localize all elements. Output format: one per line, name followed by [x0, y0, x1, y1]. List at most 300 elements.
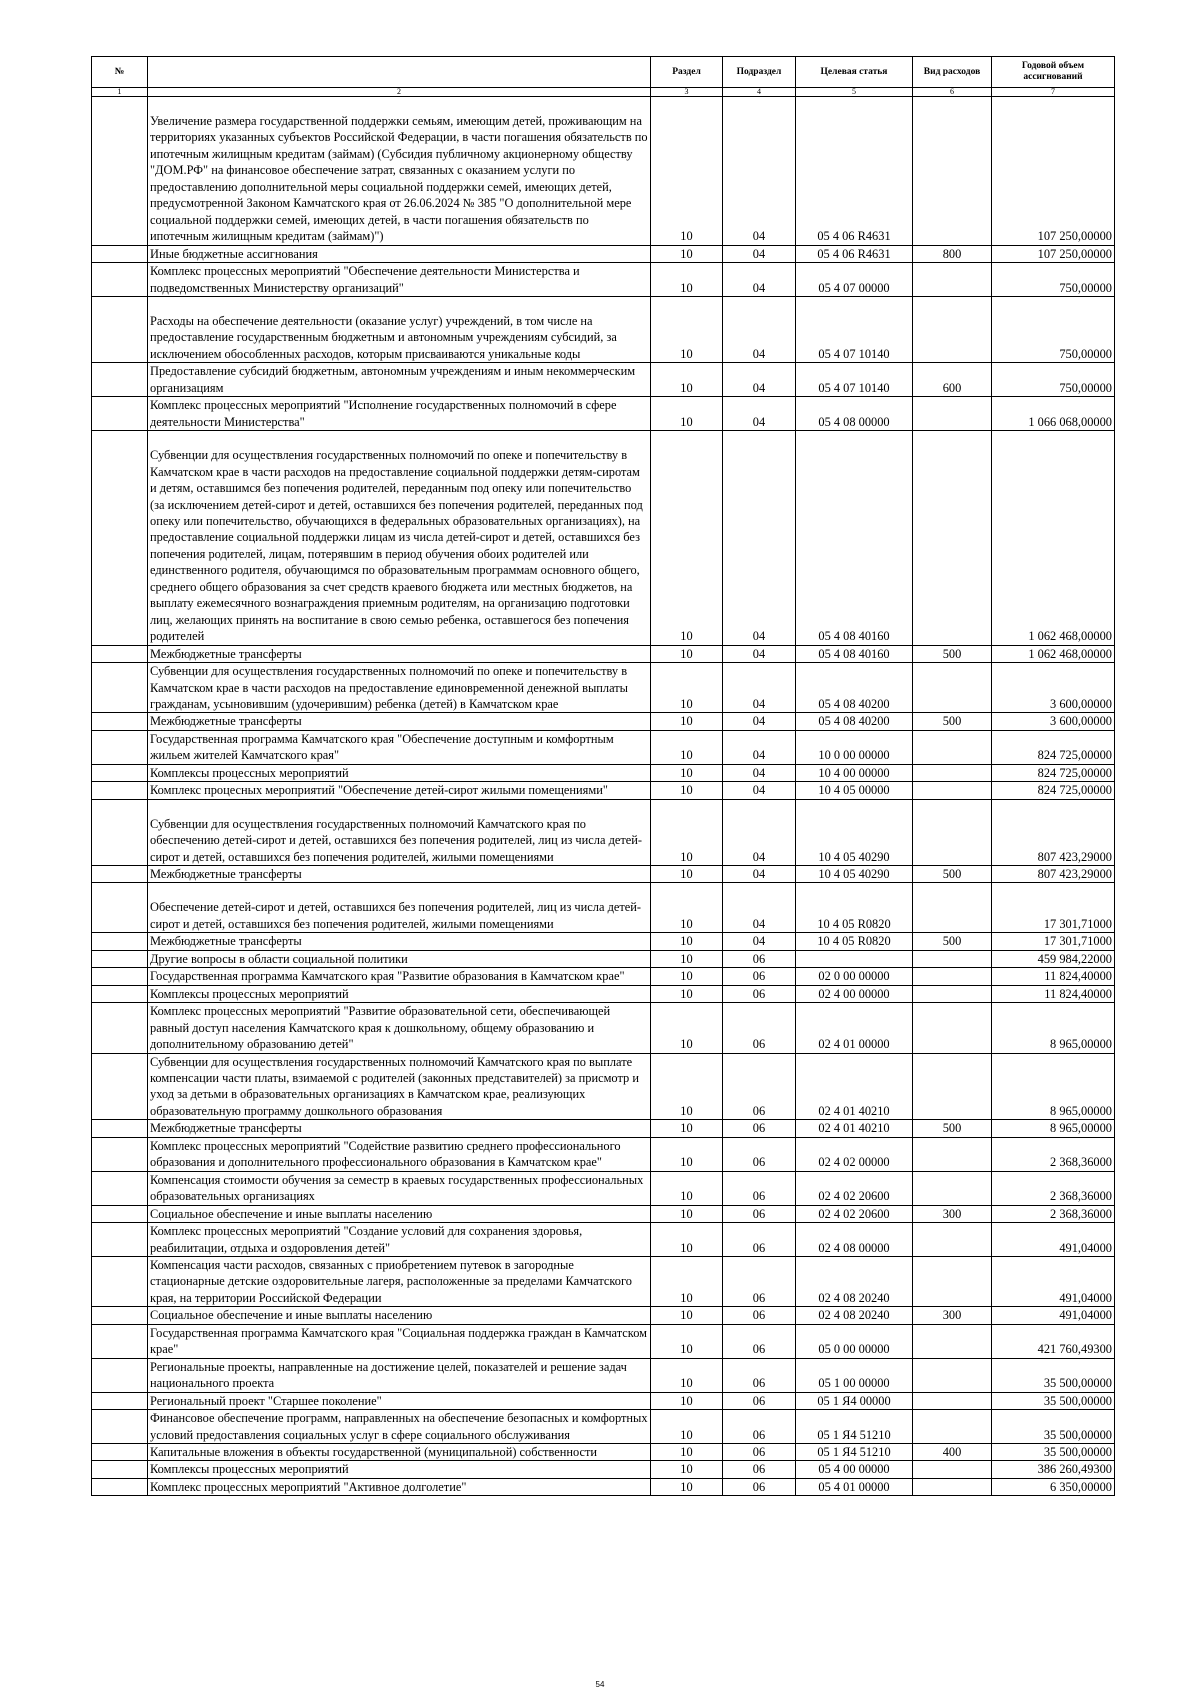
row-section-cell: 10	[651, 1392, 723, 1409]
row-name-cell: Комплексы процессных мероприятий	[148, 1461, 651, 1478]
table-row	[92, 985, 1115, 1002]
row-number-cell	[92, 1003, 148, 1053]
row-number-cell	[92, 663, 148, 713]
row-amount-cell: 11 824,40000	[992, 985, 1115, 1002]
row-number-cell	[92, 97, 148, 246]
row-subsection-cell: 04	[723, 97, 796, 246]
row-subsection-cell: 06	[723, 1205, 796, 1222]
row-name-cell: Субвенции для осуществления государственных полномочий Камчатского края по обеспечению детей-сирот и детей, оставшихся без попечения родителей, лиц из числа детей-сирот и детей, оставшихся без попечения родителей, жилыми помещениями	[148, 799, 651, 865]
row-section-cell: 10	[651, 1257, 723, 1307]
row-expense-type-cell	[913, 97, 992, 246]
row-name-cell: Межбюджетные трансферты	[148, 713, 651, 730]
row-amount-cell: 35 500,00000	[992, 1443, 1115, 1460]
table-row	[92, 1392, 1115, 1409]
row-expense-type-cell: 500	[913, 1120, 992, 1137]
row-number-cell	[92, 968, 148, 985]
row-amount-cell: 6 350,00000	[992, 1478, 1115, 1495]
row-number-cell	[92, 1120, 148, 1137]
row-expense-type-cell: 300	[913, 1307, 992, 1324]
row-amount-cell: 17 301,71000	[992, 883, 1115, 933]
row-name-cell: Социальное обеспечение и иные выплаты населению	[148, 1205, 651, 1222]
row-subsection-cell: 06	[723, 1003, 796, 1053]
row-expense-type-cell: 500	[913, 645, 992, 662]
row-subsection-cell: 06	[723, 1223, 796, 1257]
row-subsection-cell: 06	[723, 1392, 796, 1409]
row-number-cell	[92, 1307, 148, 1324]
header-expense-type: Вид расходов	[913, 57, 992, 88]
row-amount-cell: 2 368,36000	[992, 1137, 1115, 1171]
row-expense-type-cell	[913, 1410, 992, 1444]
row-name-cell: Капитальные вложения в объекты государственной (муниципальной) собственности	[148, 1443, 651, 1460]
row-number-cell	[92, 1461, 148, 1478]
row-amount-cell: 107 250,00000	[992, 97, 1115, 246]
row-target-article-cell: 05 4 08 40200	[796, 713, 913, 730]
row-number-cell	[92, 985, 148, 1002]
table-row	[92, 1410, 1115, 1444]
row-section-cell: 10	[651, 883, 723, 933]
row-target-article-cell: 02 4 01 40210	[796, 1120, 913, 1137]
row-section-cell: 10	[651, 1443, 723, 1460]
row-target-article-cell: 10 4 05 00000	[796, 782, 913, 799]
row-amount-cell: 11 824,40000	[992, 968, 1115, 985]
row-expense-type-cell	[913, 1257, 992, 1307]
row-expense-type-cell	[913, 1324, 992, 1358]
row-section-cell: 10	[651, 363, 723, 397]
row-number-cell	[92, 645, 148, 662]
row-expense-type-cell	[913, 1003, 992, 1053]
row-name-cell: Субвенции для осуществления государственных полномочий Камчатского края по выплате компенсации части платы, взимаемой с родителей (законных представителей) за присмотр и уход за детьми в образовательных организациях в Камчатском крае, реализующих образовательную программу дошкольного образования	[148, 1053, 651, 1120]
table-row	[92, 1443, 1115, 1460]
row-number-cell	[92, 245, 148, 262]
row-number-cell	[92, 431, 148, 645]
row-name-cell: Предоставление субсидий бюджетным, автономным учреждениям и иным некоммерческим организациям	[148, 363, 651, 397]
table-row	[92, 968, 1115, 985]
row-expense-type-cell	[913, 431, 992, 645]
table-row	[92, 933, 1115, 950]
row-section-cell: 10	[651, 985, 723, 1002]
row-target-article-cell: 05 4 07 10140	[796, 296, 913, 362]
row-amount-cell: 386 260,49300	[992, 1461, 1115, 1478]
table-row	[92, 1053, 1115, 1120]
row-target-article-cell: 05 1 Я4 51210	[796, 1443, 913, 1460]
row-amount-cell: 807 423,29000	[992, 866, 1115, 883]
table-row	[92, 1003, 1115, 1053]
row-number-cell	[92, 1257, 148, 1307]
row-target-article-cell: 05 1 00 00000	[796, 1358, 913, 1392]
row-number-cell	[92, 1053, 148, 1120]
row-subsection-cell: 06	[723, 985, 796, 1002]
row-section-cell: 10	[651, 663, 723, 713]
row-subsection-cell: 06	[723, 1478, 796, 1495]
table-row	[92, 1324, 1115, 1358]
table-row	[92, 883, 1115, 933]
row-name-cell: Социальное обеспечение и иные выплаты населению	[148, 1307, 651, 1324]
row-target-article-cell: 10 4 05 R0820	[796, 883, 913, 933]
row-expense-type-cell	[913, 1358, 992, 1392]
row-name-cell: Субвенции для осуществления государственных полномочий по опеке и попечительству в Камчатском крае в части расходов на предоставление единовременной денежной выплаты гражданам, усыновившим (удочерившим) ребенка (детей) в Камчатском крае	[148, 663, 651, 713]
row-amount-cell: 1 066 068,00000	[992, 397, 1115, 431]
table-row	[92, 1205, 1115, 1222]
row-amount-cell: 3 600,00000	[992, 663, 1115, 713]
row-name-cell: Государственная программа Камчатского края "Социальная поддержка граждан в Камчатском крае"	[148, 1324, 651, 1358]
row-number-cell	[92, 1358, 148, 1392]
row-name-cell: Комплексы процессных мероприятий	[148, 985, 651, 1002]
header-row	[92, 57, 1115, 88]
table-body	[92, 97, 1115, 1496]
row-target-article-cell: 05 4 00 00000	[796, 1461, 913, 1478]
row-number-cell	[92, 1205, 148, 1222]
row-section-cell: 10	[651, 1324, 723, 1358]
header-target-article: Целевая статья	[796, 57, 913, 88]
row-amount-cell: 35 500,00000	[992, 1358, 1115, 1392]
row-name-cell: Компенсация стоимости обучения за семестр в краевых государственных профессиональных образовательных организациях	[148, 1171, 651, 1205]
row-expense-type-cell	[913, 397, 992, 431]
row-target-article-cell: 05 4 08 40160	[796, 431, 913, 645]
row-section-cell: 10	[651, 764, 723, 781]
table-row	[92, 713, 1115, 730]
row-section-cell: 10	[651, 1223, 723, 1257]
row-expense-type-cell	[913, 1478, 992, 1495]
row-number-cell	[92, 950, 148, 967]
row-expense-type-cell	[913, 985, 992, 1002]
table-row	[92, 1358, 1115, 1392]
row-number-cell	[92, 397, 148, 431]
row-subsection-cell: 06	[723, 1461, 796, 1478]
row-expense-type-cell	[913, 1223, 992, 1257]
row-amount-cell: 491,04000	[992, 1257, 1115, 1307]
row-target-article-cell: 02 4 02 20600	[796, 1171, 913, 1205]
row-number-cell	[92, 782, 148, 799]
row-section-cell: 10	[651, 397, 723, 431]
row-name-cell: Региональные проекты, направленные на достижение целей, показателей и решение задач национального проекта	[148, 1358, 651, 1392]
row-expense-type-cell: 600	[913, 363, 992, 397]
row-section-cell: 10	[651, 1053, 723, 1120]
row-expense-type-cell: 400	[913, 1443, 992, 1460]
row-subsection-cell: 04	[723, 799, 796, 865]
row-amount-cell: 824 725,00000	[992, 764, 1115, 781]
row-subsection-cell: 04	[723, 263, 796, 297]
row-name-cell: Комплексы процессных мероприятий	[148, 764, 651, 781]
column-number-row	[92, 88, 1115, 97]
row-target-article-cell: 05 4 06 R4631	[796, 245, 913, 262]
row-subsection-cell: 06	[723, 1257, 796, 1307]
row-amount-cell: 107 250,00000	[992, 245, 1115, 262]
row-section-cell: 10	[651, 263, 723, 297]
header-num: №	[92, 57, 148, 88]
row-amount-cell: 3 600,00000	[992, 713, 1115, 730]
row-target-article-cell: 10 4 05 40290	[796, 866, 913, 883]
row-subsection-cell: 04	[723, 764, 796, 781]
row-subsection-cell: 06	[723, 1053, 796, 1120]
row-target-article-cell: 05 4 07 00000	[796, 263, 913, 297]
row-subsection-cell: 06	[723, 1324, 796, 1358]
row-target-article-cell: 02 4 08 20240	[796, 1257, 913, 1307]
row-number-cell	[92, 764, 148, 781]
row-target-article-cell: 10 4 00 00000	[796, 764, 913, 781]
row-section-cell: 10	[651, 968, 723, 985]
row-name-cell: Другие вопросы в области социальной политики	[148, 950, 651, 967]
row-target-article-cell: 10 0 00 00000	[796, 730, 913, 764]
row-subsection-cell: 06	[723, 1171, 796, 1205]
row-expense-type-cell	[913, 296, 992, 362]
table-row	[92, 866, 1115, 883]
row-section-cell: 10	[651, 799, 723, 865]
row-amount-cell: 750,00000	[992, 263, 1115, 297]
row-amount-cell: 459 984,22000	[992, 950, 1115, 967]
header-annual-amount: Годовой объем ассигнований	[992, 57, 1115, 88]
row-target-article-cell: 10 4 05 R0820	[796, 933, 913, 950]
row-amount-cell: 750,00000	[992, 296, 1115, 362]
row-amount-cell: 750,00000	[992, 363, 1115, 397]
row-expense-type-cell	[913, 950, 992, 967]
row-expense-type-cell	[913, 663, 992, 713]
table-row	[92, 1461, 1115, 1478]
table-row	[92, 363, 1115, 397]
row-expense-type-cell: 500	[913, 933, 992, 950]
row-name-cell: Межбюджетные трансферты	[148, 645, 651, 662]
row-target-article-cell: 02 0 00 00000	[796, 968, 913, 985]
row-subsection-cell: 04	[723, 730, 796, 764]
header-subsection: Подраздел	[723, 57, 796, 88]
row-expense-type-cell: 500	[913, 866, 992, 883]
row-number-cell	[92, 296, 148, 362]
budget-allocation-table	[91, 56, 1115, 1496]
row-section-cell: 10	[651, 1461, 723, 1478]
row-section-cell: 10	[651, 782, 723, 799]
row-target-article-cell: 02 4 02 00000	[796, 1137, 913, 1171]
column-number: 3	[651, 88, 723, 97]
row-name-cell: Комплекс процессных мероприятий "Обеспечение деятельности Министерства и подведомственных Министерству организаций"	[148, 263, 651, 297]
row-expense-type-cell	[913, 730, 992, 764]
row-name-cell: Межбюджетные трансферты	[148, 866, 651, 883]
row-number-cell	[92, 1137, 148, 1171]
row-subsection-cell: 04	[723, 645, 796, 662]
row-number-cell	[92, 363, 148, 397]
row-name-cell: Расходы на обеспечение деятельности (оказание услуг) учреждений, в том числе на предоставление государственным бюджетным и автономным учреждениям субсидий, за исключением обособленных расходов, которым присваиваются уникальные коды	[148, 296, 651, 362]
table-row	[92, 1257, 1115, 1307]
row-subsection-cell: 06	[723, 1410, 796, 1444]
row-name-cell: Комплекс процессных мероприятий "Содействие развитию среднего профессионального образования и дополнительного профессионального образования в Камчатском крае"	[148, 1137, 651, 1171]
row-number-cell	[92, 1410, 148, 1444]
row-expense-type-cell	[913, 782, 992, 799]
row-number-cell	[92, 866, 148, 883]
row-expense-type-cell	[913, 1461, 992, 1478]
row-name-cell: Комплекс процессных мероприятий "Исполнение государственных полномочий в сфере деятельности Министерства"	[148, 397, 651, 431]
row-name-cell: Комплекс процесных мероприятий "Обеспечение детей-сирот жилыми помещениями"	[148, 782, 651, 799]
row-target-article-cell: 02 4 00 00000	[796, 985, 913, 1002]
row-subsection-cell: 06	[723, 1120, 796, 1137]
row-section-cell: 10	[651, 713, 723, 730]
row-number-cell	[92, 1223, 148, 1257]
row-name-cell: Комплекс процессных мероприятий "Создание условий для сохранения здоровья, реабилитации, отдыха и оздоровления детей"	[148, 1223, 651, 1257]
row-amount-cell: 35 500,00000	[992, 1392, 1115, 1409]
row-name-cell: Обеспечение детей-сирот и детей, оставшихся без попечения родителей, лиц из числа детей-сирот и детей, оставшихся без попечения родителей, жилыми помещениями	[148, 883, 651, 933]
row-subsection-cell: 04	[723, 431, 796, 645]
row-number-cell	[92, 730, 148, 764]
row-target-article-cell: 02 4 08 00000	[796, 1223, 913, 1257]
row-target-article-cell: 05 1 Я4 00000	[796, 1392, 913, 1409]
row-subsection-cell: 06	[723, 1358, 796, 1392]
row-subsection-cell: 06	[723, 968, 796, 985]
row-amount-cell: 8 965,00000	[992, 1120, 1115, 1137]
column-number: 6	[913, 88, 992, 97]
row-expense-type-cell	[913, 1171, 992, 1205]
row-expense-type-cell	[913, 968, 992, 985]
row-section-cell: 10	[651, 1171, 723, 1205]
row-target-article-cell: 05 4 06 R4631	[796, 97, 913, 246]
row-target-article-cell: 02 4 01 40210	[796, 1053, 913, 1120]
header-name	[148, 57, 651, 88]
row-name-cell: Субвенции для осуществления государственных полномочий по опеке и попечительству в Камчатском крае в части расходов на предоставление социальной поддержки детям-сиротам и детям, оставшимся без попечения родителей, переданным под опеку или попечительство (за исключением детей-сирот и детей, оставшихся без попечения родителей, переданных под опеку или попечительство, обучающихся в федеральных образовательных организациях), на предоставление социальной поддержки лицам из числа детей-сирот и детей, оставшихся без попечения родителей, лицам, потерявшим в период обучения обоих родителей или единственного родителя, обучающимся по образовательным программам основного общего, среднего общего образования за счет средств краевого бюджета или местных бюджетов, на выплату ежемесячного вознаграждения приемным родителям, на организацию подготовки лиц, желающих принять на воспитание в свою семью ребенка, оставшегося без попечения родителей	[148, 431, 651, 645]
column-number: 4	[723, 88, 796, 97]
row-amount-cell: 421 760,49300	[992, 1324, 1115, 1358]
row-amount-cell: 807 423,29000	[992, 799, 1115, 865]
row-expense-type-cell	[913, 764, 992, 781]
row-amount-cell: 2 368,36000	[992, 1205, 1115, 1222]
table-row	[92, 799, 1115, 865]
row-name-cell: Комплекс процессных мероприятий "Активное долголетие"	[148, 1478, 651, 1495]
row-name-cell: Государственная программа Камчатского края "Развитие образования в Камчатском крае"	[148, 968, 651, 985]
row-number-cell	[92, 1392, 148, 1409]
row-section-cell: 10	[651, 296, 723, 362]
row-amount-cell: 8 965,00000	[992, 1003, 1115, 1053]
row-expense-type-cell	[913, 1392, 992, 1409]
row-target-article-cell: 05 1 Я4 51210	[796, 1410, 913, 1444]
table-row	[92, 1171, 1115, 1205]
page-number: 54	[595, 1680, 605, 1689]
row-subsection-cell: 06	[723, 1443, 796, 1460]
table-row	[92, 1223, 1115, 1257]
row-number-cell	[92, 713, 148, 730]
row-section-cell: 10	[651, 950, 723, 967]
row-amount-cell: 8 965,00000	[992, 1053, 1115, 1120]
table-row	[92, 1137, 1115, 1171]
row-name-cell: Компенсация части расходов, связанных с приобретением путевок в загородные стационарные детские оздоровительные лагеря, расположенные за пределами Камчатского края, на территории Российской Федерации	[148, 1257, 651, 1307]
table-row	[92, 97, 1115, 246]
row-subsection-cell: 06	[723, 1307, 796, 1324]
row-target-article-cell: 02 4 08 20240	[796, 1307, 913, 1324]
row-target-article-cell: 05 0 00 00000	[796, 1324, 913, 1358]
table-row	[92, 397, 1115, 431]
table-row	[92, 764, 1115, 781]
row-subsection-cell: 04	[723, 397, 796, 431]
row-number-cell	[92, 1171, 148, 1205]
row-number-cell	[92, 1478, 148, 1495]
row-target-article-cell	[796, 950, 913, 967]
row-subsection-cell: 04	[723, 245, 796, 262]
header-section: Раздел	[651, 57, 723, 88]
row-name-cell: Межбюджетные трансферты	[148, 1120, 651, 1137]
row-number-cell	[92, 883, 148, 933]
row-section-cell: 10	[651, 1137, 723, 1171]
row-target-article-cell: 10 4 05 40290	[796, 799, 913, 865]
row-name-cell: Региональный проект "Старшее поколение"	[148, 1392, 651, 1409]
column-number: 2	[148, 88, 651, 97]
row-amount-cell: 17 301,71000	[992, 933, 1115, 950]
row-number-cell	[92, 933, 148, 950]
row-section-cell: 10	[651, 933, 723, 950]
row-expense-type-cell: 800	[913, 245, 992, 262]
row-expense-type-cell	[913, 883, 992, 933]
row-subsection-cell: 04	[723, 296, 796, 362]
row-expense-type-cell	[913, 263, 992, 297]
row-amount-cell: 35 500,00000	[992, 1410, 1115, 1444]
row-section-cell: 10	[651, 1120, 723, 1137]
row-name-cell: Финансовое обеспечение программ, направленных на обеспечение безопасных и комфортных условий предоставления социальных услуг в сфере социального обслуживания	[148, 1410, 651, 1444]
row-section-cell: 10	[651, 866, 723, 883]
row-section-cell: 10	[651, 1205, 723, 1222]
row-amount-cell: 1 062 468,00000	[992, 645, 1115, 662]
row-number-cell	[92, 1443, 148, 1460]
row-name-cell: Иные бюджетные ассигнования	[148, 245, 651, 262]
row-subsection-cell: 04	[723, 883, 796, 933]
row-target-article-cell: 02 4 01 00000	[796, 1003, 913, 1053]
row-amount-cell: 491,04000	[992, 1307, 1115, 1324]
row-target-article-cell: 05 4 07 10140	[796, 363, 913, 397]
row-name-cell: Комплекс процессных мероприятий "Развитие образовательной сети, обеспечивающей равный доступ населения Камчатского края к дошкольному, общему образованию и дополнительному образованию детей"	[148, 1003, 651, 1053]
table-row	[92, 782, 1115, 799]
row-section-cell: 10	[651, 1358, 723, 1392]
table-row	[92, 1120, 1115, 1137]
row-subsection-cell: 04	[723, 363, 796, 397]
row-section-cell: 10	[651, 1307, 723, 1324]
row-section-cell: 10	[651, 730, 723, 764]
table-row	[92, 245, 1115, 262]
row-name-cell: Увеличение размера государственной поддержки семьям, имеющим детей, проживающим на территориях указанных субъектов Российской Федерации, в части погашения обязательств по ипотечным жилищным кредитам (займам) (Субсидия публичному акционерному обществу "ДОМ.РФ" на финансовое обеспечение затрат, связанных с оказанием услуги по предоставлению дополнительной меры социальной поддержки семей, имеющих детей, предусмотренной Законом Камчатского края от 26.06.2024 № 385 "О дополнительной мере социальной поддержки семей, имеющих детей, в части погашения обязательств по ипотечным жилищным кредитам (займам)")	[148, 97, 651, 246]
row-subsection-cell: 06	[723, 1137, 796, 1171]
row-number-cell	[92, 263, 148, 297]
row-target-article-cell: 05 4 08 40200	[796, 663, 913, 713]
row-name-cell: Межбюджетные трансферты	[148, 933, 651, 950]
table-row	[92, 263, 1115, 297]
column-number: 1	[92, 88, 148, 97]
column-number: 7	[992, 88, 1115, 97]
row-section-cell: 10	[651, 1478, 723, 1495]
row-amount-cell: 824 725,00000	[992, 730, 1115, 764]
row-target-article-cell: 05 4 08 00000	[796, 397, 913, 431]
column-number: 5	[796, 88, 913, 97]
table-row	[92, 1478, 1115, 1495]
row-amount-cell: 1 062 468,00000	[992, 431, 1115, 645]
row-amount-cell: 491,04000	[992, 1223, 1115, 1257]
row-target-article-cell: 05 4 01 00000	[796, 1478, 913, 1495]
row-subsection-cell: 04	[723, 663, 796, 713]
row-expense-type-cell	[913, 1137, 992, 1171]
table-row	[92, 663, 1115, 713]
row-number-cell	[92, 1324, 148, 1358]
row-target-article-cell: 05 4 08 40160	[796, 645, 913, 662]
row-section-cell: 10	[651, 245, 723, 262]
table-row	[92, 1307, 1115, 1324]
row-expense-type-cell: 500	[913, 713, 992, 730]
table-row	[92, 730, 1115, 764]
row-subsection-cell: 04	[723, 866, 796, 883]
table-row	[92, 645, 1115, 662]
table-row	[92, 950, 1115, 967]
row-subsection-cell: 04	[723, 713, 796, 730]
row-name-cell: Государственная программа Камчатского края "Обеспечение доступным и комфортным жильем жителей Камчатского края"	[148, 730, 651, 764]
row-amount-cell: 2 368,36000	[992, 1171, 1115, 1205]
row-subsection-cell: 04	[723, 782, 796, 799]
row-expense-type-cell	[913, 1053, 992, 1120]
row-target-article-cell: 02 4 02 20600	[796, 1205, 913, 1222]
table-row	[92, 431, 1115, 645]
row-section-cell: 10	[651, 97, 723, 246]
row-subsection-cell: 04	[723, 933, 796, 950]
row-section-cell: 10	[651, 1003, 723, 1053]
row-section-cell: 10	[651, 645, 723, 662]
row-subsection-cell: 06	[723, 950, 796, 967]
